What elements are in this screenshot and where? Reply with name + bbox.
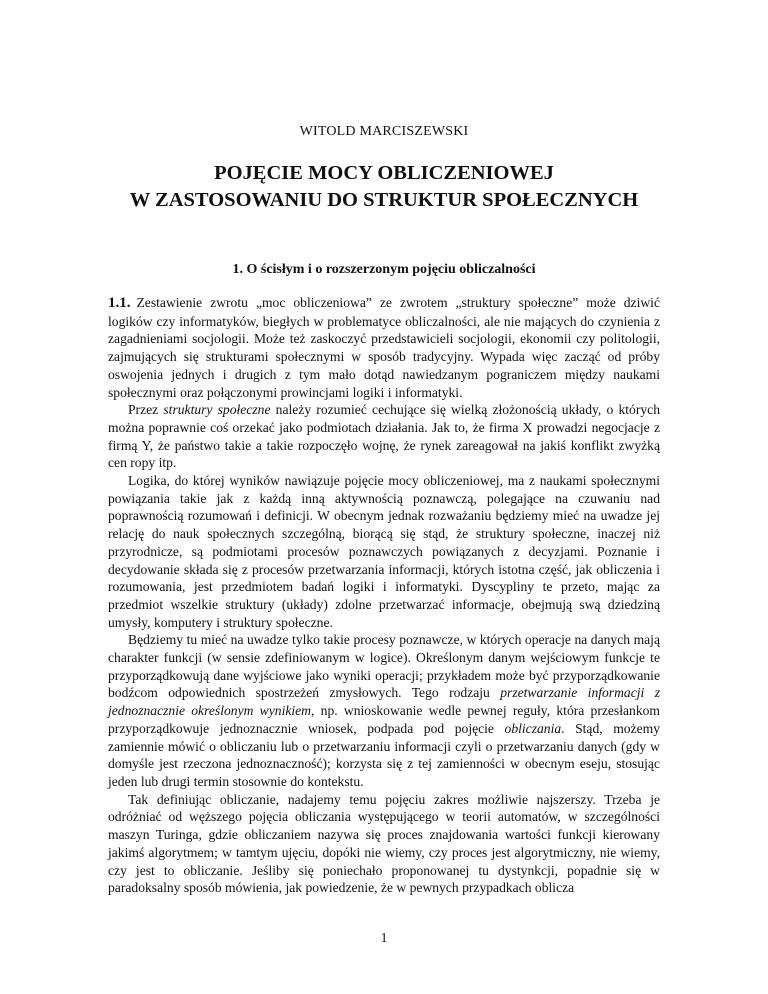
author-name: WITOLD MARCISZEWSKI [299,124,469,139]
paragraph-2-text-b: należy rozumieć cechujące się wielką złożonością układy, o których można poprawnie coś orzekać jako podmiotach działania. Jak to, że firma X prowadzi negocjacje z firmą Y, że państwo takie a takie rozpoczęło wojnę, że rynek zareagował na jakiś konflikt zwyżką cen ropy itp. [108,402,660,471]
page-number: 1 [380,930,388,945]
paragraph-1-text: Zestawienie zwrotu „moc obliczeniowa” ze zwrotem „struktury społeczne” może dziwić logików czy informatyków, biegłych w problematyce obliczalności, ale nie mających do czynienia z zagadnieniami socjologii. Może też zaskoczyć przedstawicieli socjologii, ekonomii czy politologii, zajmujących się strukturami społecznymi w sposób tradycyjny. Wypada więc zacząć od próby oswojenia jednych i drugich z tym mało dotąd nawiedzanym pograniczem między naukami społecznymi oraz połączonymi prowincjami logiki i informatyki. [108,295,660,400]
emphasis-social-structures: struktury społeczne [163,402,271,418]
paragraph-2-text-a: Przez [128,402,164,418]
emphasis-computing: obliczania [504,720,562,736]
paragraph-4-text-b: , np. wnioskowanie wedle pewnej reguły, która przesłankom przyporządkowuje jednoznacznie wniosek, podpada pod pojęcie [108,703,660,736]
body-text [108,294,660,897]
section-heading: 1. O ścisłym i o rozszerzonym pojęciu obliczalności [232,262,536,277]
paragraph-4-text-c: . Stąd, możemy zamiennie mówić o obliczaniu lub o przetwarzaniu informacji czyli o przetwarzaniu danych (gdy w domyśle jest rzeczona jednoznaczność); korzysta się z tej zamienności w obecnym eseju, stosując jeden lub drugi termin stosownie do kontekstu. [108,720,660,789]
paragraph-4 [108,631,660,790]
paper-title [0,160,768,214]
paragraph-number: 1.1. [108,295,131,311]
paragraph-3: Logika, do której wyników nawiązuje pojęcie mocy obliczeniowej, ma z naukami społecznymi powiązania takie jak z każdą inną aktywnością poznawczą, polegające na czuwaniu nad poprawnością rozumowań i definicji. W obecnym jednak rozważaniu będziemy mieć na uwadze jej relację do nauk społecznych szczególną, biorącą się stąd, że struktury społeczne, inaczej niż przyrodnicze, są podmiotami procesów poznawczych powiązanych z decyzjami. Poznanie i decydowanie składa się z procesów przetwarzania informacji, których istotna część, jak obliczenia i rozumowania, jest przedmiotem badań logiki i informatyki. Dyscypliny te przeto, mając za przedmiot wszelkie struktury (układy) zdolne przetwarzać informacje, obejmują swą dziedziną umysły, komputery i struktury społeczne. [108,473,660,630]
emphasis-processing: przetwarzanie informacji z jednoznacznie określonym wynikiem [108,685,660,719]
title-line-2: W ZASTOSOWANIU DO STRUKTUR SPOŁECZNYCH [129,189,639,211]
paragraph-4-text-a: Będziemy tu mieć na uwadze tylko takie procesy poznawcze, w których operacje na danych mają charakter funkcji (w sensie zdefiniowanym w logice). Określonym danym wejściowym funkcje te przyporządkowują dane wyjściowe jako wyniki operacji; przykładem może być przyporządkowanie bodźcom odpowiednich spostrzeżeń zmysłowych. Tego rodzaju [108,632,660,701]
paragraph-5: Tak definiując obliczanie, nadajemy temu pojęciu zakres możliwie najszerszy. Trzeba je odróżniać od węższego pojęcia obliczania występującego w teorii automatów, w szczególności maszyn Turinga, gdzie obliczaniem nazywa się proces znajdowania wartości funkcji kierowany jakimś algorytmem; w tamtym ujęciu, dopóki nie wiemy, czy proces jest algorytmiczny, nie wiemy, czy jest to obliczanie. Jeśliby się poniechało proponowanej tu dystynkcji, popadnie się w paradoksalny sposób mówienia, jak powiedzenie, że w pewnych przypadkach oblicza [108,791,660,896]
paragraph-2 [108,401,660,472]
paragraph-1 [108,294,660,401]
title-line-1: POJĘCIE MOCY OBLICZENIOWEJ [214,162,554,184]
